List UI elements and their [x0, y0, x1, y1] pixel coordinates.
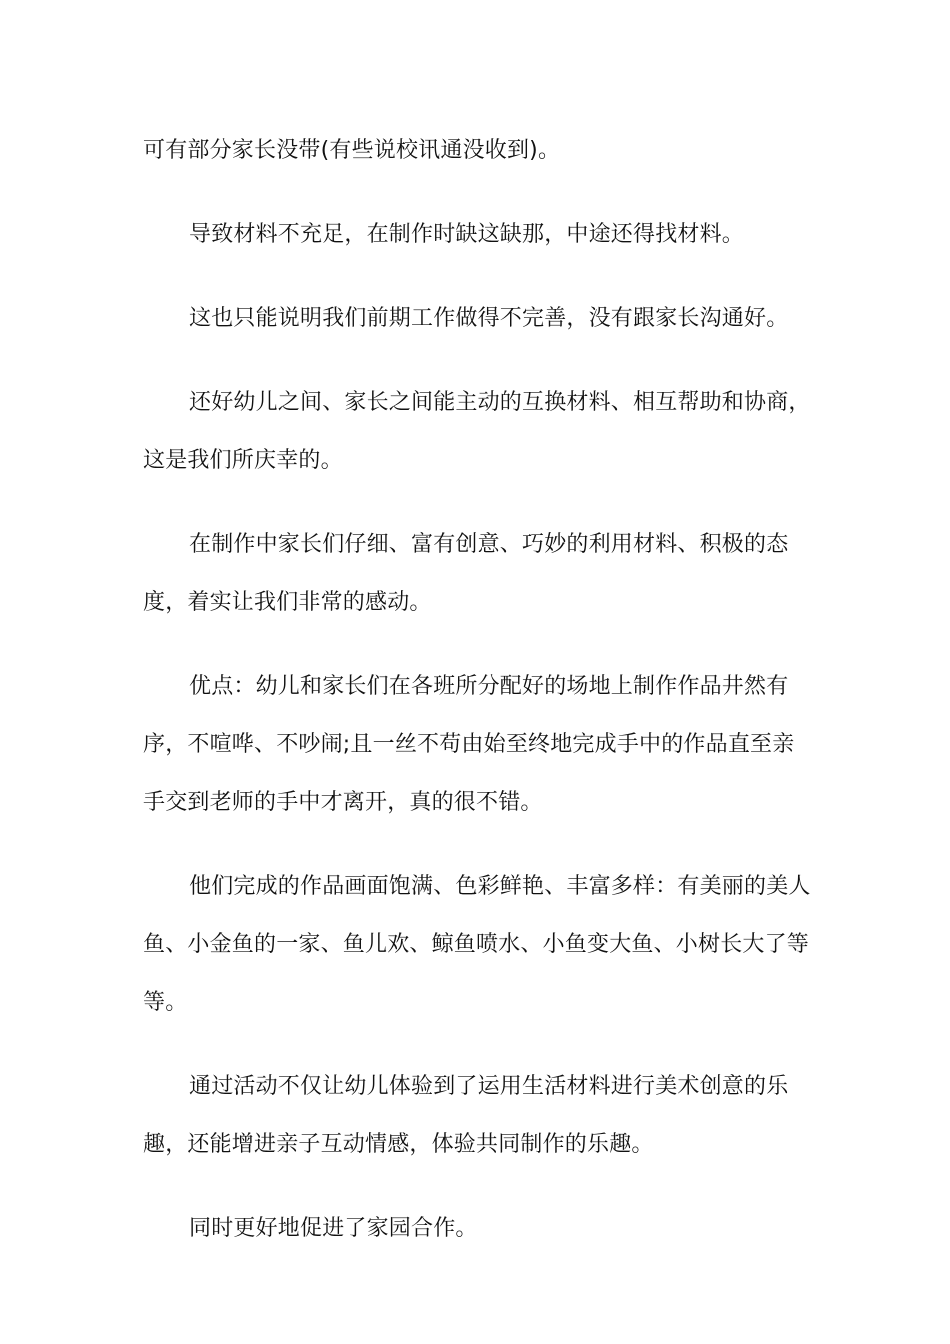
- paragraph-1: 可有部分家长没带(有些说校讯通没收到)。: [143, 138, 561, 163]
- paragraph-2: 导致材料不充足，在制作时缺这缺那，中途还得找材料。: [189, 222, 745, 247]
- paragraph-4: 还好幼儿之间、家长之间能主动的互换材料、相互帮助和协商，这是我们所庆幸的。: [143, 390, 811, 473]
- paragraph-7: 他们完成的作品画面饱满、色彩鲜艳、丰富多样：有美丽的美人鱼、小金鱼的一家、鱼儿欢、鲸鱼喷水、小鱼变大鱼、小树长大了等等。: [143, 874, 811, 1015]
- document-body: [143, 122, 813, 1284]
- paragraph-8: 通过活动不仅让幼儿体验到了运用生活材料进行美术创意的乐趣，还能增进亲子互动情感，体验共同制作的乐趣。: [143, 1074, 789, 1157]
- paragraph-9: 同时更好地促进了家园合作。: [189, 1216, 478, 1241]
- paragraph-5: 在制作中家长们仔细、富有创意、巧妙的利用材料、积极的态度，着实让我们非常的感动。: [143, 532, 789, 615]
- paragraph-3: 这也只能说明我们前期工作做得不完善，没有跟家长沟通好。: [189, 306, 789, 331]
- paragraph-6: 优点：幼儿和家长们在各班所分配好的场地上制作作品井然有序，不喧哗、不吵闹;且一丝不苟由始至终地完成手中的作品直至亲手交到老师的手中才离开，真的很不错。: [143, 674, 795, 815]
